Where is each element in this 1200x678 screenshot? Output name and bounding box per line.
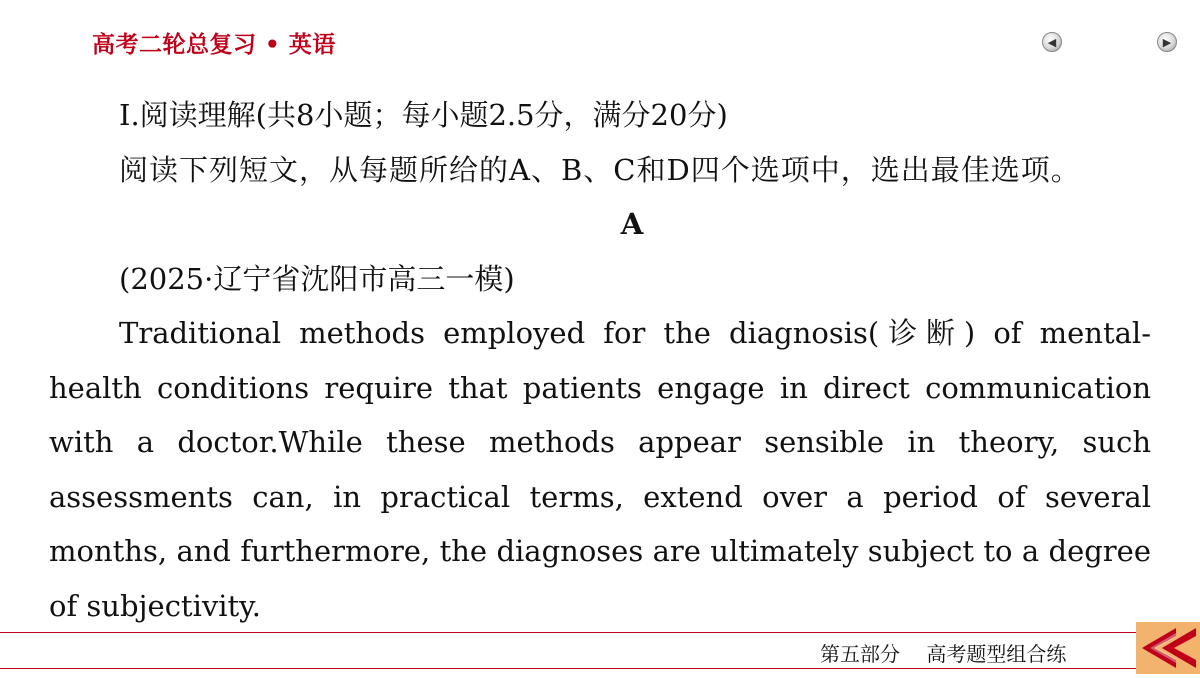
slide-content — [49, 88, 1151, 633]
footer-divider-top — [0, 632, 1138, 633]
course-title: 高考二轮总复习 • 英语 — [92, 32, 336, 58]
nav-prev-button[interactable] — [1042, 32, 1062, 52]
section-heading: Ⅰ.阅读理解(共8小题；每小题2.5分，满分20分) — [119, 98, 728, 132]
passage-label: A — [620, 207, 644, 241]
footer-divider-bottom — [0, 668, 1138, 669]
arrow-right-icon: ▶ — [1162, 35, 1172, 49]
double-chevron-left-icon — [1136, 622, 1200, 674]
nav-next-button[interactable] — [1157, 32, 1177, 52]
arrow-left-icon: ◀ — [1047, 35, 1057, 49]
instruction-text: 阅读下列短文，从每题所给的A、B、C和D四个选项中，选出最佳选项。 — [119, 152, 1081, 187]
passage-text: Traditional methods employed for the diagnosis(诊断) of mental-health conditions require that patients engage in direct communication with a doctor.While these methods appear sensible in theory, such assessments can, in practical terms, extend over a period of several months, and furthermore, the diagnoses are ultimately subject to a degree of subjectivity. — [49, 316, 1151, 623]
footer-section-label: 第五部分 高考题型组合练 — [820, 642, 1067, 666]
back-button[interactable] — [1136, 622, 1200, 678]
passage-source: (2025·辽宁省沈阳市高三一模) — [119, 261, 515, 296]
